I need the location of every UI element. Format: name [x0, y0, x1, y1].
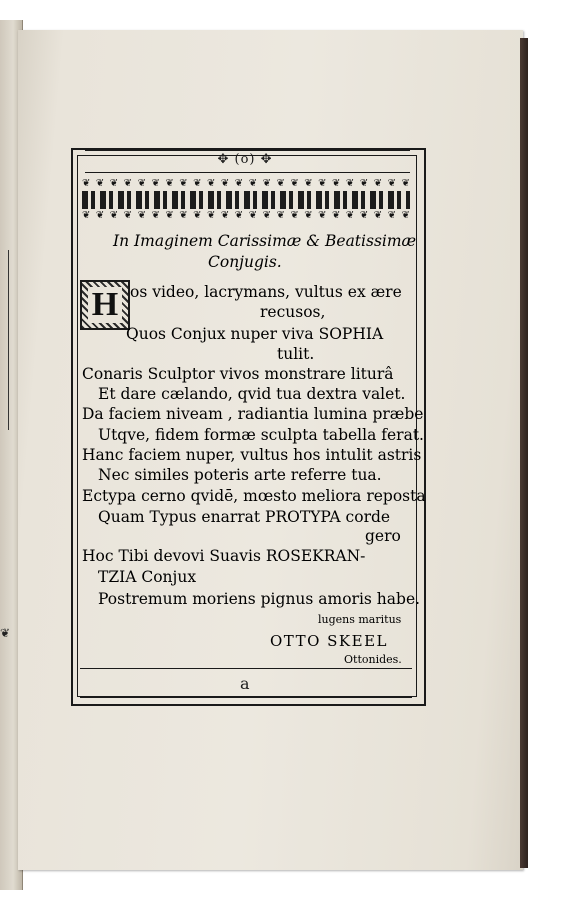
fleuron-icon: ❦	[207, 210, 216, 221]
poem-line: Et dare cælando, qvid tua dextra valet.	[98, 385, 406, 403]
fleuron-icon: ❦	[123, 178, 133, 189]
fleuron-icon: ❦	[207, 178, 216, 189]
fleuron-icon: ❦	[332, 210, 341, 221]
fleuron-icon: ❦	[151, 210, 160, 221]
poem-line: gero	[365, 527, 401, 545]
title-line-1: In Imaginem Carissimæ & Beatissimæ	[113, 232, 417, 250]
fleuron-icon: ❦	[109, 210, 119, 221]
fleuron-icon: ❦	[123, 210, 133, 221]
fleuron-icon: ❦	[276, 178, 285, 189]
poem-line: Postremum moriens pignus amoris habe.	[98, 590, 421, 608]
fleuron-icon: ❦	[248, 178, 258, 189]
ornament-row-bottom	[82, 210, 410, 222]
left-page-ornament-icon: ❦	[0, 626, 11, 640]
fleuron-icon: ❦	[387, 178, 396, 189]
fleuron-icon: ❦	[401, 178, 410, 189]
fleuron-icon: ❦	[401, 210, 410, 221]
left-page-frame-fragment	[0, 250, 9, 430]
fleuron-icon: ❦	[262, 178, 271, 189]
ornament-row-middle	[82, 191, 410, 209]
top-rule-1	[85, 150, 410, 151]
fleuron-icon: ❦	[179, 178, 188, 189]
bottom-rule-1	[80, 668, 412, 669]
poem-line: Quam Typus enarrat PROTYPA corde	[98, 508, 391, 526]
fleuron-icon: ❦	[95, 178, 105, 189]
poem-line: Hoc Tibi devovi Suavis ROSEKRAN-	[82, 547, 366, 565]
fleuron-icon: ❦	[193, 210, 202, 221]
fleuron-icon: ❦	[165, 178, 174, 189]
fleuron-icon: ❦	[137, 210, 146, 221]
fleuron-icon: ❦	[262, 210, 271, 221]
poem-line: Utqve, fidem formæ sculpta tabella ferat.	[98, 426, 424, 444]
fleuron-icon: ❦	[345, 178, 355, 189]
signature-mark: a	[240, 674, 250, 693]
fleuron-icon: ❦	[234, 210, 244, 221]
poem-line: Da faciem niveam , radiantia lumina præbe	[82, 405, 424, 423]
bottom-rule-2	[80, 697, 412, 698]
ornamental-band	[82, 178, 410, 222]
signature-name: OTTO SKEEL	[270, 632, 388, 650]
fleuron-icon: ❦	[290, 210, 299, 221]
poem-line: Ectypa cerno qvidē, mœsto meliora reposta	[82, 487, 426, 505]
fleuron-icon: ❦	[304, 210, 313, 221]
poem-line: Quos Conjux nuper viva SOPHIA	[126, 325, 384, 343]
fleuron-icon: ❦	[82, 178, 91, 189]
fleuron-icon: ❦	[234, 178, 244, 189]
fleuron-icon: ❦	[359, 178, 369, 189]
fleuron-icon: ❦	[276, 210, 285, 221]
fleuron-icon: ❦	[318, 178, 327, 189]
book-spine-edge	[520, 38, 528, 868]
top-rule-2	[85, 172, 410, 173]
poem-line: recusos,	[260, 303, 326, 321]
fleuron-icon: ❦	[165, 210, 174, 221]
title-line-2: Conjugis.	[208, 253, 282, 271]
signature-role: lugens maritus	[318, 613, 402, 626]
decorated-initial	[80, 280, 130, 330]
header-ornament: ✥ (o) ✥	[217, 152, 273, 167]
decorated-initial-letter: H	[88, 287, 122, 323]
fleuron-icon: ❦	[332, 178, 341, 189]
fleuron-icon: ❦	[95, 210, 105, 221]
fleuron-icon: ❦	[137, 178, 146, 189]
fleuron-icon: ❦	[387, 210, 396, 221]
fleuron-icon: ❦	[82, 210, 91, 221]
fleuron-icon: ❦	[109, 178, 119, 189]
poem-line: tulit.	[277, 345, 315, 363]
poem-line: Conaris Sculptor vivos monstrare liturâ	[82, 365, 394, 383]
fleuron-icon: ❦	[193, 178, 202, 189]
fleuron-icon: ❦	[345, 210, 355, 221]
fleuron-icon: ❦	[179, 210, 188, 221]
fleuron-icon: ❦	[304, 178, 313, 189]
fleuron-icon: ❦	[220, 178, 230, 189]
ornament-row-top	[82, 178, 410, 190]
fleuron-icon: ❦	[248, 210, 258, 221]
poem-line: Hanc faciem nuper, vultus hos intulit astris	[82, 446, 422, 464]
fleuron-icon: ❦	[151, 178, 160, 189]
fleuron-icon: ❦	[220, 210, 230, 221]
poem-line: TZIA Conjux	[98, 568, 197, 586]
fleuron-icon: ❦	[373, 210, 383, 221]
poem-line: Nec similes poteris arte referre tua.	[98, 466, 382, 484]
fleuron-icon: ❦	[373, 178, 383, 189]
fleuron-icon: ❦	[290, 178, 299, 189]
fleuron-icon: ❦	[359, 210, 369, 221]
signature-patronym: Ottonides.	[344, 653, 402, 666]
poem-line: os video, lacrymans, vultus ex ære	[130, 283, 402, 301]
fleuron-icon: ❦	[318, 210, 327, 221]
